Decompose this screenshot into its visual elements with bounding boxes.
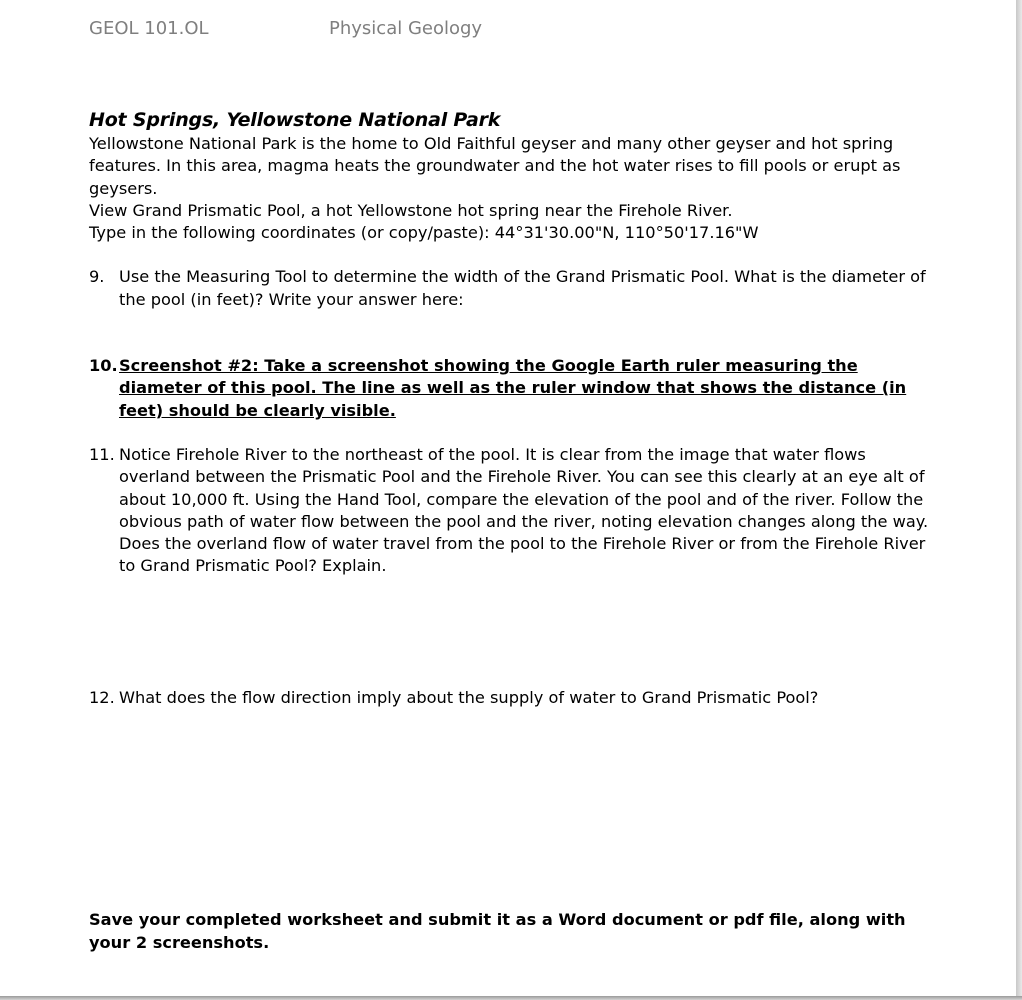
question-9 xyxy=(89,266,931,311)
view-instruction: View Grand Prismatic Pool, a hot Yellowstone hot spring near the Firehole River. xyxy=(89,200,733,220)
question-text: Notice Firehole River to the northeast of the pool. It is clear from the image that water flows overland between the Prismatic Pool and the Firehole River. You can see this clearly at an eye alt of about 10,000 ft. Using the Hand Tool, compare the elevation of the pool and of the river. Follow the obvious path of water flow between the pool and the river, noting elevation changes along the way. Does the overland flow of water travel from the pool to the Firehole River or from the Firehole River to Grand Prismatic Pool? Explain. xyxy=(119,444,929,576)
question-10 xyxy=(89,355,931,422)
page-edge-shadow xyxy=(1016,0,1022,1000)
question-11 xyxy=(89,444,931,578)
intro-paragraph: Yellowstone National Park is the home to Old Faithful geyser and many other geyser and hot spring features. In this area, magma heats the groundwater and the hot water rises to fill pools or erupt as geysers. xyxy=(89,134,901,198)
course-subject: Physical Geology xyxy=(329,18,483,39)
section-title: Hot Springs, Yellowstone National Park xyxy=(89,109,501,131)
question-number: 10. xyxy=(89,356,118,376)
submission-instruction: Save your completed worksheet and submit it as a Word document or pdf file, along with your 2 screenshots. xyxy=(89,910,906,952)
question-number: 9. xyxy=(89,267,105,287)
question-text: Screenshot #2: Take a screenshot showing the Google Earth ruler measuring the diameter of this pool. The line as well as the ruler window that shows the distance (in feet) should be clearly visible. xyxy=(119,356,907,420)
question-text: Use the Measuring Tool to determine the width of the Grand Prismatic Pool. What is the diameter of the pool (in feet)? Write your answer here: xyxy=(119,267,926,309)
question-number: 11. xyxy=(89,444,115,464)
question-number: 12. xyxy=(89,687,115,707)
coordinates-instruction: Type in the following coordinates (or copy/paste): 44°31'30.00"N, 110°50'17.16"W xyxy=(89,223,759,243)
question-12 xyxy=(89,687,931,709)
course-code: GEOL 101.OL xyxy=(89,18,209,39)
worksheet-content xyxy=(89,108,931,709)
question-text: What does the flow direction imply about the supply of water to Grand Prismatic Pool? xyxy=(119,687,819,707)
page-bottom-edge xyxy=(0,996,1022,1000)
